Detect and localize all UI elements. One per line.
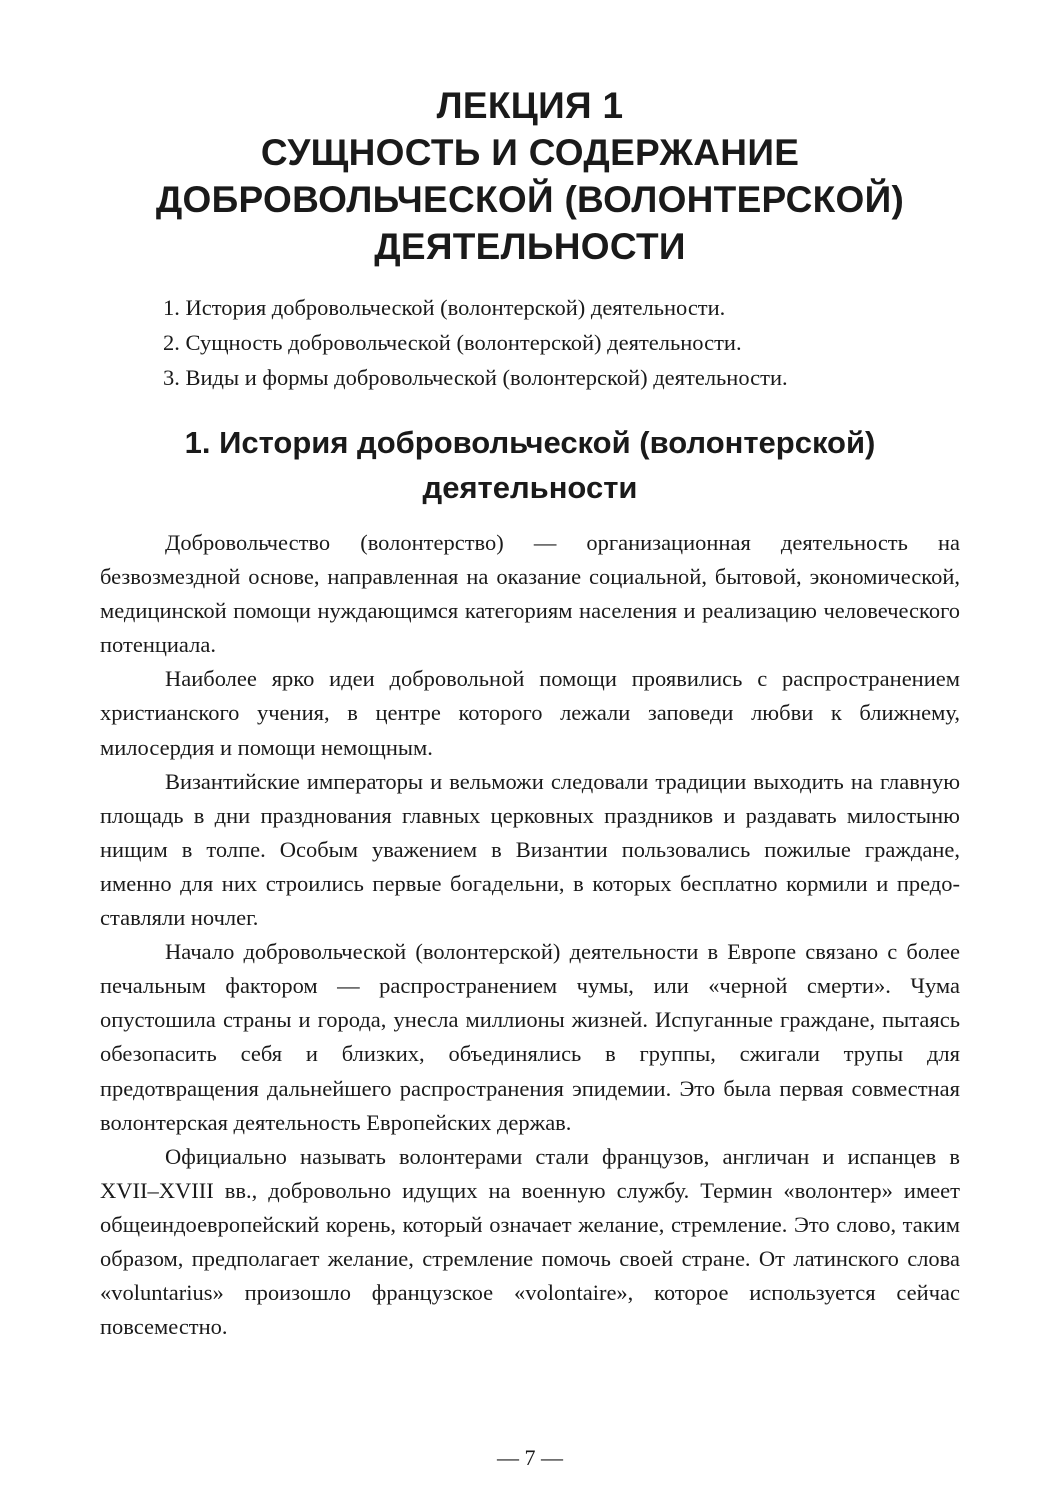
section-title: [100, 420, 960, 510]
lecture-title-line: ЛЕКЦИЯ 1: [436, 85, 624, 126]
outline-item: 3. Виды и формы добровольческой (волонтерской) деятельности.: [163, 365, 788, 390]
paragraph: Византийские императоры и вельможи следовали традиции выходить на главную площадь в дни празднования главных церковных праздников и раздавать милостыню нищим в толпе. Особым уважением в Византии пользовались пожилые граждане, именно для них строились первые богадельни, в которых бесплатно кормили и предоставляли ночлег.: [100, 768, 960, 931]
outline-item: 1. История добровольческой (волонтерской) деятельности.: [163, 295, 726, 320]
section-title-line: деятельности: [422, 470, 638, 505]
section-title-line: 1. История добровольческой (волонтерской): [184, 425, 876, 460]
lecture-title: [100, 82, 960, 270]
lecture-title-line: ДЕЯТЕЛЬНОСТИ: [374, 226, 686, 267]
paragraph: Добровольчество (волонтерство) — организационная деятельность на безвозмездной основе, направленная на оказание социальной, бытовой, экономической, медицинской помощи нуждающимся категориям населения и реализацию человеческого потенциала.: [100, 530, 960, 658]
outline-item: 2. Сущность добровольческой (волонтерской) деятельности.: [163, 330, 742, 355]
lecture-title-line: ДОБРОВОЛЬЧЕСКОЙ (ВОЛОНТЕРСКОЙ): [155, 179, 905, 220]
section-body: [100, 526, 960, 1344]
lecture-outline: [163, 290, 788, 395]
page-number: — 7 —: [497, 1445, 563, 1470]
paragraph: Начало добровольческой (волонтерской) деятельности в Европе связано с более печальным фактором — распространением чумы, или «черной смерти». Чума опустошила страны и города, унесла миллионы жизней. Испуганные граждане, пытаясь обезопасить себя и близких, объединялись в группы, сжигали трупы для предотвращения дальнейшего распространения эпидемии. Это была первая совместная волонтерская деятельность Европейских держав.: [100, 939, 960, 1135]
paragraph: Официально называть волонтерами стали французов, англичан и испанцев в XVII–XVIII вв., добровольно идущих на военную службу. Термин «волонтер» имеет общеиндоевропейский корень, который означает желание, стремление. Это слово, таким образом, предполагает желание, стремление помочь своей стране. От латинского слова «voluntarius» произошло французское «volontaire», которое используется сейчас повсеместно.: [100, 1143, 960, 1340]
paragraph: Наиболее ярко идеи добровольной помощи проявились с распространением христианского учения, в центре которого лежали заповеди любви к ближнему, милосердия и помощи немощным.: [100, 666, 960, 760]
lecture-title-line: СУЩНОСТЬ И СОДЕРЖАНИЕ: [260, 132, 800, 173]
